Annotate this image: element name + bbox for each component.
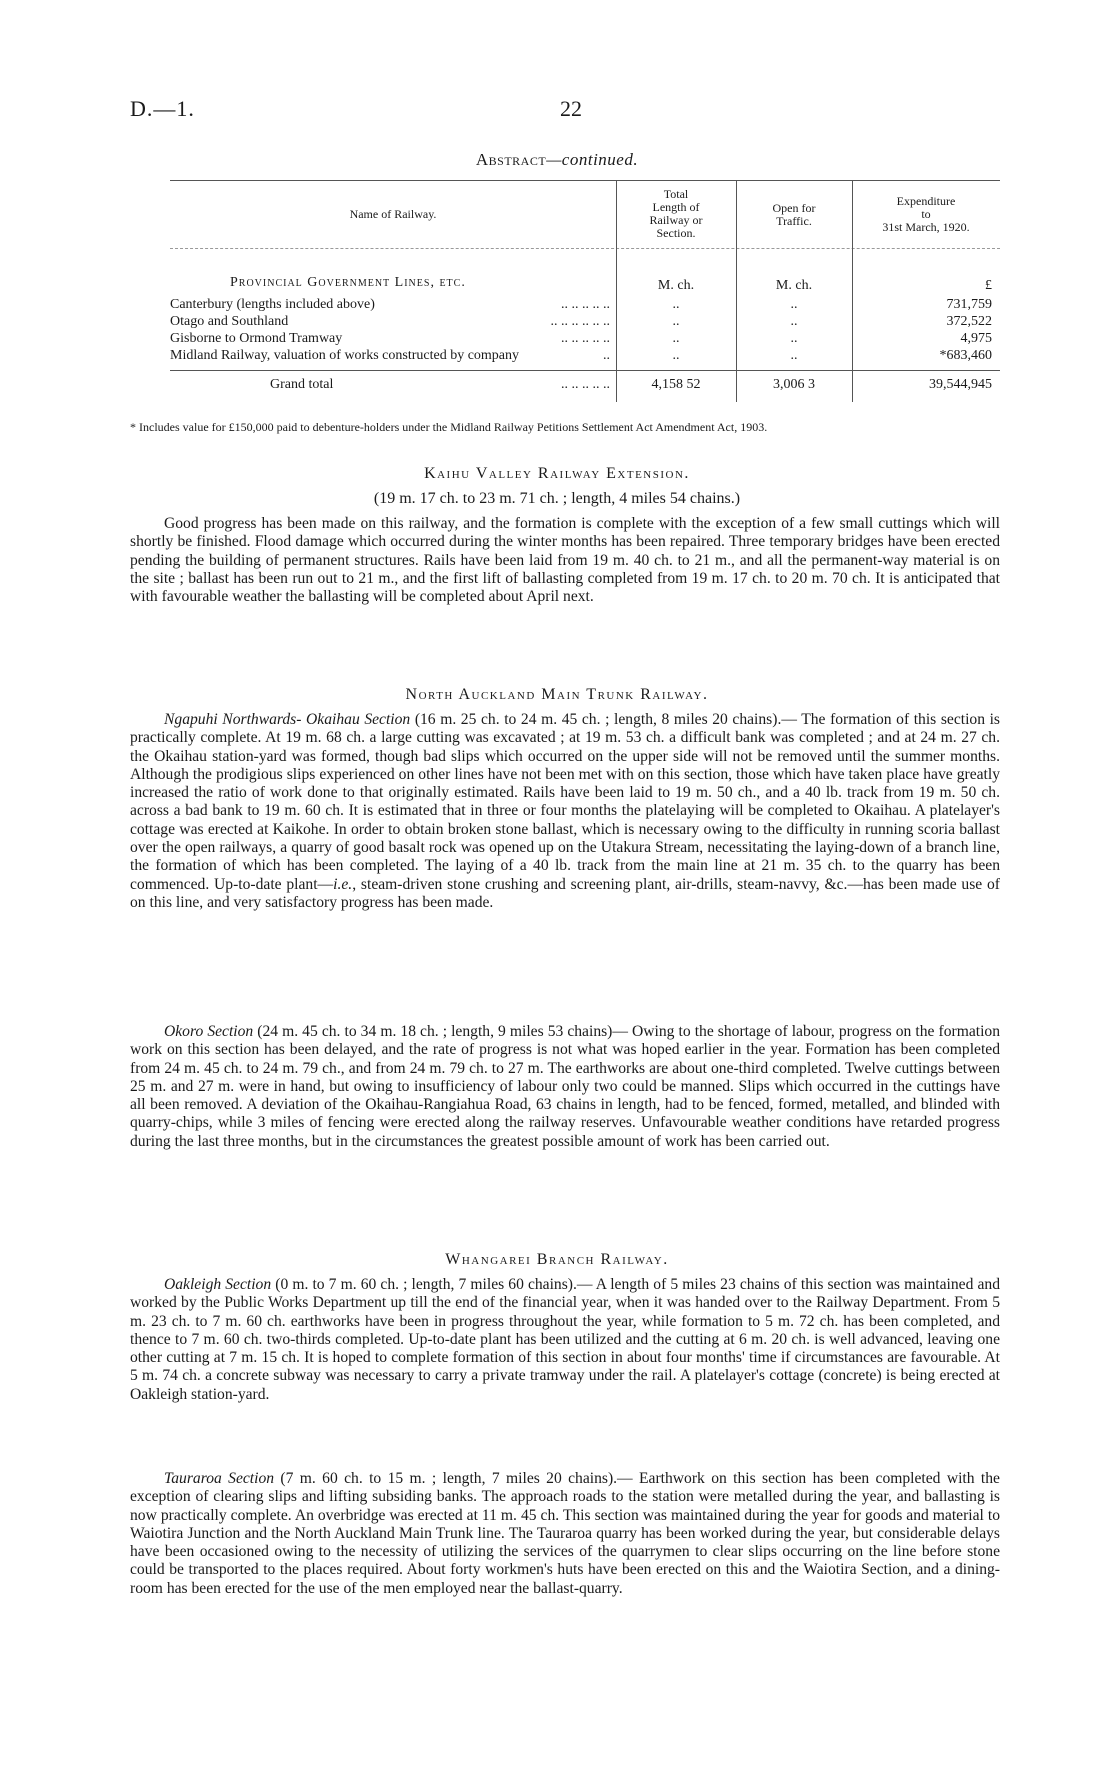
row-open: .. [790, 297, 798, 312]
row-leader: .. [603, 348, 610, 363]
row-expenditure: 372,522 [946, 314, 992, 329]
row-name: Midland Railway, valuation of works constructed by company [170, 348, 520, 363]
col-header-length-line: Section. [656, 226, 696, 240]
okoro-section-text: (24 m. 45 ch. to 34 m. 18 ch. ; length, 9 miles 53 chains)— Owing to the shortage of labour, progress on the formation work on this section has been delayed, and the rate of progress is not what was hoped earlier in the year. Formation has been completed from 24 m. 45 ch. to 24 m. 79 ch., and from 24 m. 79 ch. to 27 m. The earthworks are about one-third completed. Twelve cuttings between 25 m. and 27 m. were in hand, but owing to insufficiency of labour only two could be manned. Slips which occurred in the cuttings have all been removed. A deviation of the Okaihau-Rangiahua Road, 63 chains in length, had to be fenced, formed, metalled, and blinded with quarry-chips, while 3 miles of fencing were erected along the railway reserves. Unfavourable weather conditions have retarded progress during the last three months, but in the circumstances the greatest possible amount of work has been carried out. [130, 1023, 1000, 1150]
col-header-expenditure-line: Expenditure [896, 194, 956, 208]
col-header-expenditure-line: to [921, 207, 931, 221]
table-header-rule [170, 248, 1000, 249]
railway-abstract-table [170, 180, 1000, 402]
col-header-open-line: Traffic. [776, 214, 812, 228]
abstract-heading-continued: —continued. [546, 150, 639, 169]
total-expenditure: 39,544,945 [929, 377, 992, 392]
row-name: Canterbury (lengths included above) [170, 297, 375, 312]
section-title-whangarei: Whangarei Branch Railway. [445, 1251, 669, 1268]
total-open: 3,006 3 [773, 377, 815, 392]
row-leader: .. .. .. .. .. [561, 297, 610, 312]
row-open: .. [790, 314, 798, 329]
row-open: .. [790, 348, 798, 363]
page-header [130, 96, 1000, 126]
col-header-length [616, 188, 736, 240]
okaihau-section-name: Ngapuhi Northwards- Okaihau Section [164, 711, 411, 728]
table-footnote: * Includes value for £150,000 paid to debenture-holders under the Midland Railway Petitions Settlement Act Amendment Act, 1903. [130, 420, 768, 434]
tauraroa-section-text: (7 m. 60 ch. to 15 m. ; length, 7 miles 20 chains).— Earthwork on this section has been completed with the exception of clearing slips and lifting subsiding banks. The approach roads to the station were metalled during the year, and ballasting is now practically complete. An overbridge was erected at 11 m. 45 ch. This section was maintained during the year for goods and material to Waiotira Junction and the North Auckland Main Trunk line. The Tauraroa quarry has been worked during the year, but considerable delays have been occasioned owing to the necessity of utilizing the services of the quarrymen to clear slips occurring on the line before stone could be transported to the places required. About forty workmen's huts have been erected on this and the Waiotira Section, and a dining-room has been erected for the use of the men employed near the ballast-quarry. [130, 1470, 1000, 1597]
row-expenditure: *683,460 [939, 348, 992, 363]
row-leader: .. .. .. .. .. [561, 331, 610, 346]
col-header-length-line: Total [663, 187, 689, 201]
row-length: .. [672, 348, 680, 363]
unit-length: M. ch. [657, 278, 695, 293]
col-header-length-line: Railway or [649, 213, 703, 227]
row-name: Gisborne to Ormond Tramway [170, 331, 343, 346]
row-name: Otago and Southland [170, 314, 289, 329]
col-header-open-line: Open for [772, 201, 816, 215]
col-header-length-line: Length of [652, 200, 700, 214]
col-header-open [736, 202, 852, 228]
col-header-expenditure [852, 195, 1000, 234]
row-expenditure: 4,975 [960, 331, 992, 346]
section-subtitle-kaihu: (19 m. 17 ch. to 23 m. 71 ch. ; length, 4 miles 54 chains.) [373, 490, 741, 507]
section-title-kaihu: Kaihu Valley Railway Extension. [424, 465, 690, 482]
okaihau-section-text-end: , steam-driven stone crushing and screening plant, air-drills, steam-navvy, &c.—has been made use of on this line, and very satisfactory progress has been made. [130, 875, 1000, 911]
paragraph-okaihau-section [130, 711, 1000, 912]
abstract-heading [0, 150, 1114, 170]
row-expenditure: 731,759 [946, 297, 992, 312]
row-length: .. [672, 297, 680, 312]
row-length: .. [672, 331, 680, 346]
oakleigh-section-name: Oakleigh Section [164, 1276, 272, 1293]
okoro-section-name: Okoro Section [164, 1023, 254, 1040]
table-section-heading: Provincial Government Lines, etc. [230, 275, 466, 290]
col-header-name: Name of Railway. [349, 207, 437, 221]
abstract-heading-caps: Abstract [475, 150, 547, 169]
document-reference: D.—1. [130, 96, 195, 121]
paragraph-tauraroa-section [130, 1470, 1000, 1598]
table-total-rule [170, 370, 1000, 371]
row-length: .. [672, 314, 680, 329]
paragraph-kaihu: Good progress has been made on this railway, and the formation is complete with the exception of a few small cuttings which will shortly be finished. Flood damage which occurred during the winter months has been repaired. Three temporary bridges have been erected pending the building of permanent structures. Rails have been laid from 19 m. 40 ch. to 21 m., and all the permanent-way material is on the site ; ballast has been run out to 21 m., and the first lift of ballasting completed from 19 m. 17 ch. to 20 m. 70 ch. It is anticipated that with favourable weather the ballasting will be completed about April next. [130, 515, 1000, 606]
col-header-expenditure-line: 31st March, 1920. [882, 220, 970, 234]
page-number: 22 [560, 96, 582, 121]
row-leader: .. .. .. .. .. .. [550, 314, 610, 329]
paragraph-okoro-section [130, 1023, 1000, 1151]
oakleigh-section-text: (0 m. to 7 m. 60 ch. ; length, 7 miles 60 chains).— A length of 5 miles 23 chains of this section was maintained and worked by the Public Works Department up till the end of the financial year, when it was handed over to the Railway Department. From 5 m. 23 ch. to 7 m. 60 ch. earthworks have been in progress throughout the year, while formation to 5 m. 72 ch. has been completed, and thence to 7 m. 60 ch. two-thirds completed. Up-to-date plant has been utilized and the cutting at 6 m. 20 ch. is well advanced, leaving one other cutting at 7 m. 15 ch. It is hoped to complete formation of this section in about four months' time if circumstances are favourable. At 5 m. 74 ch. a concrete subway was necessary to carry a private tramway under the rail. A platelayer's cottage (concrete) is being erected at Oakleigh station-yard. [130, 1276, 1000, 1403]
okaihau-section-ie: i.e. [333, 875, 353, 893]
unit-open: M. ch. [775, 278, 813, 293]
row-open: .. [790, 331, 798, 346]
unit-expenditure: £ [985, 278, 992, 293]
paragraph-oakleigh-section [130, 1276, 1000, 1404]
table-top-rule [170, 180, 1000, 181]
section-title-north-auckland: North Auckland Main Trunk Railway. [405, 686, 709, 703]
total-label: Grand total [270, 377, 334, 392]
tauraroa-section-name: Tauraroa Section [164, 1470, 275, 1487]
total-length: 4,158 52 [651, 377, 701, 392]
okaihau-section-text: (16 m. 25 ch. to 24 m. 45 ch. ; length, 8 miles 20 chains).— The formation of this section is practically complete. At 19 m. 68 ch. a large cutting was excavated ; at 19 m. 53 ch. a difficult bank was completed ; and at 24 m. 27 ch. the Okaihau station-yard was formed, though bad slips which occurred on the upper side will not be removed until the summer months. Although the prodigious slips experienced on other lines have not been met with on this section, those which have taken place have greatly increased the ratio of work done to that originally estimated. Rails have been laid to 19 m. 50 ch., and a 40 lb. track from 19 m. 50 ch. across a bad bank to 19 m. 60 ch. It is estimated that in three or four months the platelaying will be completed to Okaihau. A platelayer's cottage was erected at Kaikohe. In order to obtain broken stone ballast, which is necessary owing to the difficulty in running scoria ballast over the open railways, a quarry of good basalt rock was opened up on the Utakura Stream, necessitating the laying-down of a branch line, the formation of which has been completed. The laying of a 40 lb. track from the main line at 21 m. 35 ch. to the quarry has been commenced. Up-to-date plant— [130, 711, 1001, 893]
total-leader: .. .. .. .. .. [561, 377, 610, 392]
